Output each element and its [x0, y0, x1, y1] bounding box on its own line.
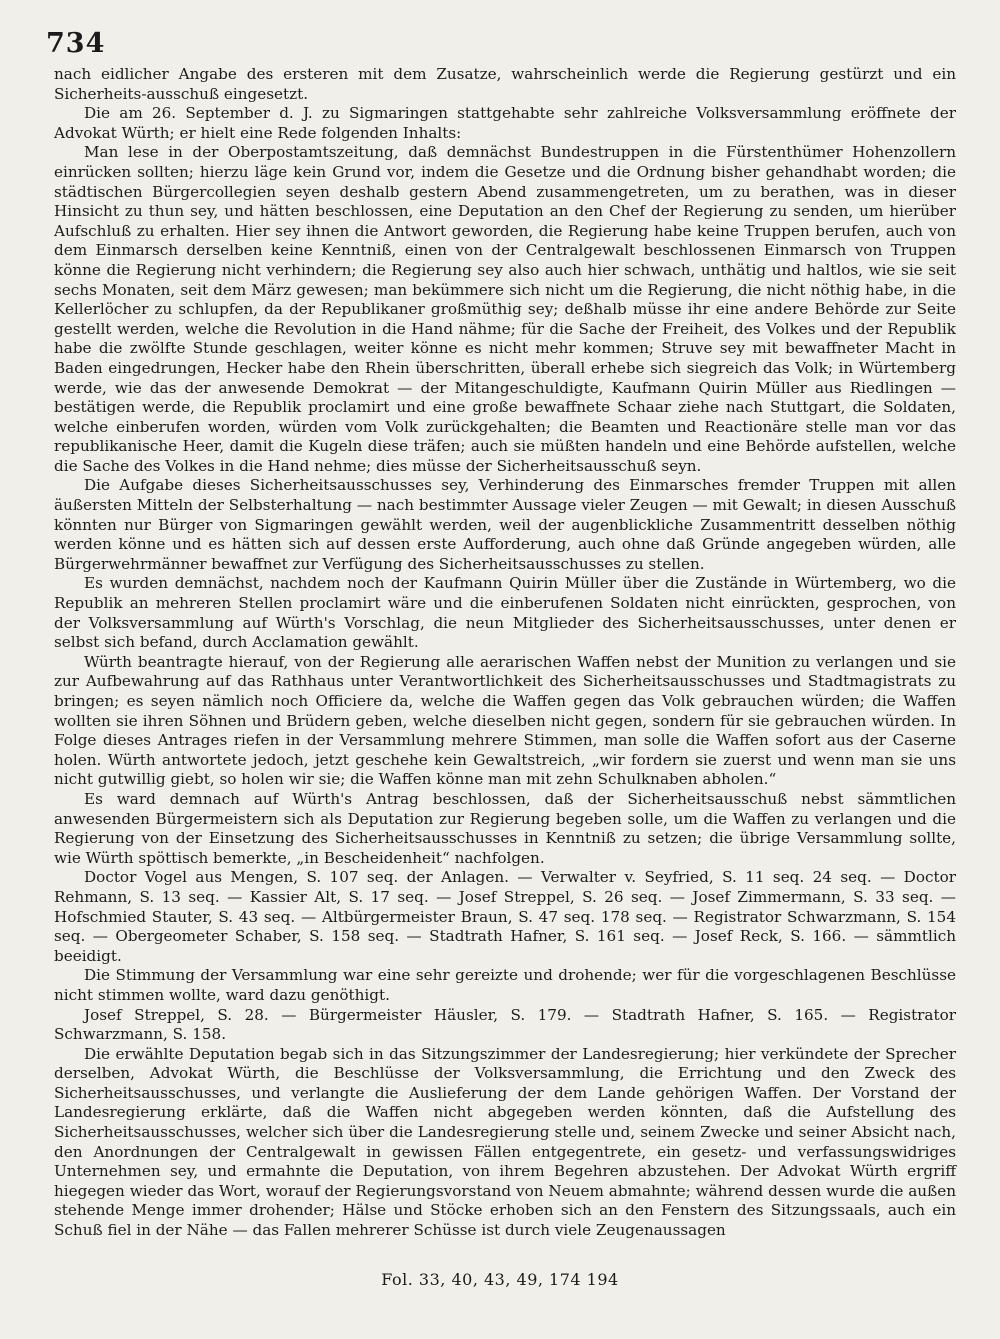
paragraph: Es ward demnach auf Würth's Antrag beschlossen, daß der Sicherheitsausschuß nebst sämmtlichen anwesenden Bürgermeistern sich als Deputation zur Regierung begeben solle, um die Waffen zu verlangen und die Regierung von der Einsetzung des Sicherheitsausschusses in Kenntniß zu setzen; die übrige Versammlung sollte, wie Würth spöttisch bemerkte, „in Bescheidenheit“ nachfolgen. — [54, 789, 956, 867]
witness-citation: Josef Streppel, S. 28. — Bürgermeister Häusler, S. 179. — Stadtrath Hafner, S. 165. — Registrator Schwarzmann, S. 158. — [54, 1005, 956, 1044]
paragraph: Die erwählte Deputation begab sich in das Sitzungszimmer der Landesregierung; hier verkündete der Sprecher derselben, Advokat Würth, die Beschlüsse der Volksversammlung, die Errichtung und den Zweck des Sicherheitsausschusses, und verlangte die Auslieferung der dem Lande gehörigen Waffen. Der Vorstand der Landesregierung erklärte, daß die Waffen nicht abgegeben werden könnten, daß die Aufstellung des Sicherheitsausschusses, welcher sich über die Landesregierung stelle und, seinem Zwecke und seiner Absicht nach, den Anordnungen der Centralgewalt in gewissen Fällen entgegentrete, ein gesetz- und verfassungswidriges Unternehmen sey, und ermahnte die Deputation, von ihrem Begehren abzustehen. Der Advokat Würth ergriff hiegegen wieder das Wort, worauf der Regierungsvorstand von Neuem abmahnte; während dessen wurde die außen stehende Menge immer drohender; Hälse und Stöcke erhoben sich an den Fenstern des Sitzungssaals, auch ein Schuß fiel in der Nähe — das Fallen mehrerer Schüsse ist durch viele Zeugenaussagen — [54, 1044, 956, 1240]
paragraph: Man lese in der Oberpostamtszeitung, daß demnächst Bundestruppen in die Fürstenthümer Hohenzollern einrücken sollten; hierzu läge kein Grund vor, indem die Gesetze und die Ordnung bisher gehandhabt worden; die städtischen Bürgercollegien seyen deshalb gestern Abend zusammengetreten, um zu berathen, was in dieser Hinsicht zu thun sey, und hätten beschlossen, eine Deputation an den Chef der Regierung zu senden, um hierüber Aufschluß zu erhalten. Hier sey ihnen die Antwort geworden, die Regierung habe keine Truppen berufen, auch von dem Einmarsch derselben keine Kenntniß, einen von der Centralgewalt beschlossenen Einmarsch von Truppen könne die Regierung nicht verhindern; die Regierung sey also auch hier schwach, unthätig und haltlos, wie sie seit sechs Monaten, seit dem März gewesen; man bekümmere sich nicht um die Regierung, die nicht nöthig habe, in die Kellerlöcher zu schlupfen, da der Republikaner großmüthig sey; deßhalb müsse ihr eine andere Behörde zur Seite gestellt werden, welche die Revolution in die Hand nähme; für die Sache der Freiheit, des Volkes und der Republik habe die zwölfte Stunde geschlagen, weiter könne es nicht mehr kommen; Struve sey mit bewaffneter Macht in Baden eingedrungen, Hecker habe den Rhein überschritten, überall erhebe sich siegreich das Volk; in Würtemberg werde, wie das der anwesende Demokrat — der Mitangeschuldigte, Kaufmann Quirin Müller aus Riedlingen — bestätigen werde, die Republik proclamirt und eine große bewaffnete Schaar ziehe nach Stuttgart, die Soldaten, welche einberufen worden, würden vom Volk zurückgehalten; die Beamten und Reactionäre stelle man vor das republikanische Heer, damit die Kugeln diese träfen; auch sie müßten handeln und eine Behörde aufstellen, welche die Sache des Volkes in die Hand nehme; dies müsse der Sicherheitsausschuß seyn. — [54, 143, 956, 475]
paragraph: Es wurden demnächst, nachdem noch der Kaufmann Quirin Müller über die Zustände in Würtemberg, wo die Republik an mehreren Stellen proclamirt wäre und die einberufenen Soldaten nicht einrückten, gesprochen, von der Volksversammlung auf Würth's Vorschlag, die neun Mitglieder des Sicherheitsausschusses, unter denen er selbst sich befand, durch Acclamation gewählt. — [54, 574, 956, 652]
paragraph: nach eidlicher Angabe des ersteren mit dem Zusatze, wahrscheinlich werde die Regierung gestürzt und ein Sicherheits-ausschuß eingesetzt. — [54, 65, 956, 103]
witness-citation: Doctor Vogel aus Mengen, S. 107 seq. der Anlagen. — Verwalter v. Seyfried, S. 11 seq. 24 seq. — Doctor Rehmann, S. 13 seq. — Kassier Alt, S. 17 seq. — Josef Streppel, S. 26 seq. — Josef Zimmermann, S. 33 seq. — Hofschmied Stauter, S. 43 seq. — Altbürgermeister Braun, S. 47 seq. 178 seq. — Registrator Schwarzmann, S. 154 seq. — Obergeometer Schaber, S. 158 seq. — Stadtrath Hafner, S. 161 seq. — Josef Reck, S. 166. — sämmtlich beeidigt. — [54, 868, 956, 965]
folio-reference: Fol. 33, 40, 43, 49, 174 194 — [381, 1270, 619, 1289]
page-number: 734 — [46, 28, 106, 59]
body-text — [54, 65, 956, 1241]
paragraph: Würth beantragte hierauf, von der Regierung alle aerarischen Waffen nebst der Munition zu verlangen und sie zur Aufbewahrung auf das Rathhaus unter Verantwortlichkeit des Sicherheitsausschusses und Stadtmagistrats zu bringen; es seyen nämlich noch Officiere da, welche die Waffen gegen das Volk gebrauchen würden; die Waffen wollten sie ihren Söhnen und Brüdern geben, welche dieselben nicht gegen, sondern für sie gebrauchen würden. In Folge dieses Antrages riefen in der Versammlung mehrere Stimmen, man solle die Waffen sofort aus der Caserne holen. Würth antwortete jedoch, jetzt geschehe kein Gewaltstreich, „wir fordern sie zuerst und wenn man sie uns nicht gutwillig giebt, so holen wir sie; die Waffen könne man mit zehn Schulknaben abholen.“ — [54, 652, 956, 789]
paragraph: Die Aufgabe dieses Sicherheitsausschusses sey, Verhinderung des Einmarsches fremder Truppen mit allen äußersten Mitteln der Selbsterhaltung — nach bestimmter Aussage vieler Zeugen — mit Gewalt; in diesen Ausschuß könnten nur Bürger von Sigmaringen gewählt werden, weil der augenblickliche Zusammentritt desselben nöthig werden könne und es hätten sich auf dessen erste Aufforderung, auch ohne daß Gründe angegeben würden, alle Bürgerwehrmänner bewaffnet zur Verfügung des Sicherheitsausschusses zu stellen. — [54, 476, 956, 573]
paragraph: Die am 26. September d. J. zu Sigmaringen stattgehabte sehr zahlreiche Volksversammlung eröffnete der Advokat Würth; er hielt eine Rede folgenden Inhalts: — [54, 104, 956, 142]
paragraph: Die Stimmung der Versammlung war eine sehr gereizte und drohende; wer für die vorgeschlagenen Beschlüsse nicht stimmen wollte, ward dazu genöthigt. — [54, 966, 956, 1004]
